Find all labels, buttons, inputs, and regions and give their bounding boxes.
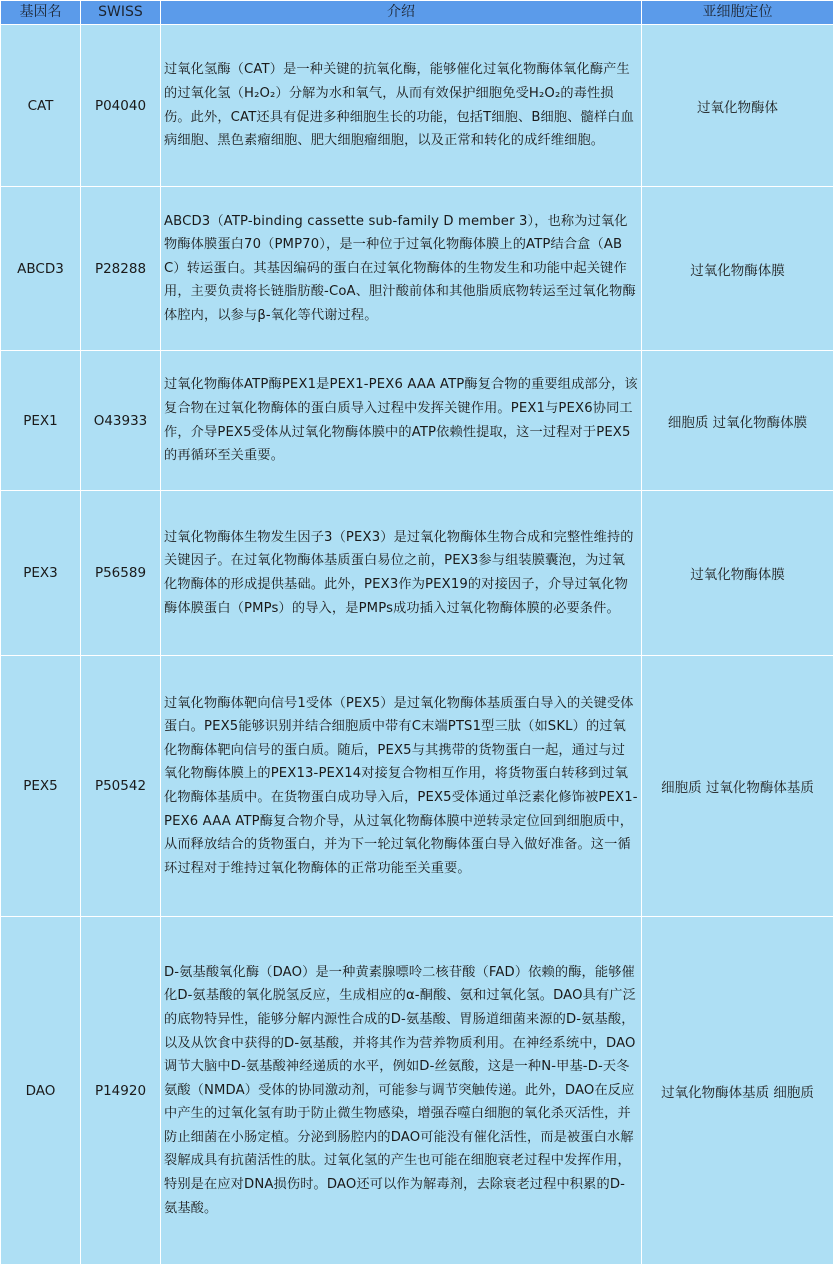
gene-name: PEX3 (1, 491, 81, 656)
subcellular-location: 过氧化物酶体膜 (642, 187, 833, 351)
gene-name: DAO (1, 917, 81, 1265)
gene-name: PEX1 (1, 351, 81, 491)
table-header (1, 1, 833, 25)
gene-name: CAT (1, 25, 81, 187)
header-swiss: SWISS (81, 1, 161, 25)
subcellular-location: 细胞质 过氧化物酶体膜 (642, 351, 833, 491)
swiss-id: P14920 (81, 917, 161, 1265)
intro-text: 过氧化物酶体靶向信号1受体（PEX5）是过氧化物酶体基质蛋白导入的关键受体蛋白。PEX5能够识别并结合细胞质中带有C末端PTS1型三肽（如SKL）的过氧化物酶体靶向信号的蛋白质。随后，PEX5与其携带的货物蛋白一起，通过与过氧化物酶体膜上的PEX13-PEX14对接复合物相互作用，将货物蛋白转移到过氧化物酶体基质中。在货物蛋白成功导入后，PEX5受体通过单泛素化修饰被PEX1-PEX6 AAA ATP酶复合物介导，从过氧化物酶体膜中逆转录定位回到细胞质中，从而释放结合的货物蛋白，并为下一轮过氧化物酶体蛋白导入做好准备。这一循环过程对于维持过氧化物酶体的正常功能至关重要。 (161, 656, 642, 917)
subcellular-location: 过氧化物酶体 (642, 25, 833, 187)
subcellular-location: 过氧化物酶体膜 (642, 491, 833, 656)
table-row (1, 491, 833, 656)
subcellular-location: 过氧化物酶体基质 细胞质 (642, 917, 833, 1265)
intro-text: 过氧化物酶体生物发生因子3（PEX3）是过氧化物酶体生物合成和完整性维持的关键因子。在过氧化物酶体基质蛋白易位之前，PEX3参与组装膜囊泡，为过氧化物酶体的形成提供基础。此外，PEX3作为PEX19的对接因子，介导过氧化物酶体膜蛋白（PMPs）的导入，是PMPs成功插入过氧化物酶体膜的必要条件。 (161, 491, 642, 656)
table-row (1, 187, 833, 351)
swiss-id: O43933 (81, 351, 161, 491)
header-location: 亚细胞定位 (642, 1, 833, 25)
swiss-id: P04040 (81, 25, 161, 187)
intro-text: D-氨基酸氧化酶（DAO）是一种黄素腺嘌呤二核苷酸（FAD）依赖的酶，能够催化D-氨基酸的氧化脱氢反应，生成相应的α-酮酸、氨和过氧化氢。DAO具有广泛的底物特异性，能够分解内源性合成的D-氨基酸、胃肠道细菌来源的D-氨基酸，以及从饮食中获得的D-氨基酸，并将其作为营养物质利用。在神经系统中，DAO调节大脑中D-氨基酸神经递质的水平，例如D-丝氨酸，这是一种N-甲基-D-天冬氨酸（NMDA）受体的协同激动剂，可能参与调节突触传递。此外，DAO在反应中产生的过氧化氢有助于防止微生物感染，增强吞噬白细胞的氧化杀灭活性，并防止细菌在小肠定植。分泌到肠腔内的DAO可能没有催化活性，而是被蛋白水解裂解成具有抗菌活性的肽。过氧化氢的产生也可能在细胞衰老过程中发挥作用，特别是在应对DNA损伤时。DAO还可以作为解毒剂，去除衰老过程中积累的D-氨基酸。 (161, 917, 642, 1265)
intro-text: 过氧化物酶体ATP酶PEX1是PEX1-PEX6 AAA ATP酶复合物的重要组成部分，该复合物在过氧化物酶体的蛋白质导入过程中发挥关键作用。PEX1与PEX6协同工作，介导PEX5受体从过氧化物酶体膜中的ATP依赖性提取，这一过程对于PEX5的再循环至关重要。 (161, 351, 642, 491)
table-row (1, 917, 833, 1265)
subcellular-location: 细胞质 过氧化物酶体基质 (642, 656, 833, 917)
swiss-id: P28288 (81, 187, 161, 351)
table-row (1, 25, 833, 187)
intro-text: 过氧化氢酶（CAT）是一种关键的抗氧化酶，能够催化过氧化物酶体氧化酶产生的过氧化氢（H₂O₂）分解为水和氧气，从而有效保护细胞免受H₂O₂的毒性损伤。此外，CAT还具有促进多种细胞生长的功能，包括T细胞、B细胞、髓样白血病细胞、黑色素瘤细胞、肥大细胞瘤细胞，以及正常和转化的成纤维细胞。 (161, 25, 642, 187)
table-row (1, 351, 833, 491)
intro-text: ABCD3（ATP-binding cassette sub-family D member 3），也称为过氧化物酶体膜蛋白70（PMP70），是一种位于过氧化物酶体膜上的ATP结合盒（ABC）转运蛋白。其基因编码的蛋白在过氧化物酶体的生物发生和功能中起关键作用，主要负责将长链脂肪酸-CoA、胆汁酸前体和其他脂质底物转运至过氧化物酶体腔内，以参与β-氧化等代谢过程。 (161, 187, 642, 351)
gene-name: ABCD3 (1, 187, 81, 351)
gene-name: PEX5 (1, 656, 81, 917)
swiss-id: P50542 (81, 656, 161, 917)
swiss-id: P56589 (81, 491, 161, 656)
header-gene: 基因名 (1, 1, 81, 25)
table-row (1, 656, 833, 917)
header-intro: 介绍 (161, 1, 642, 25)
